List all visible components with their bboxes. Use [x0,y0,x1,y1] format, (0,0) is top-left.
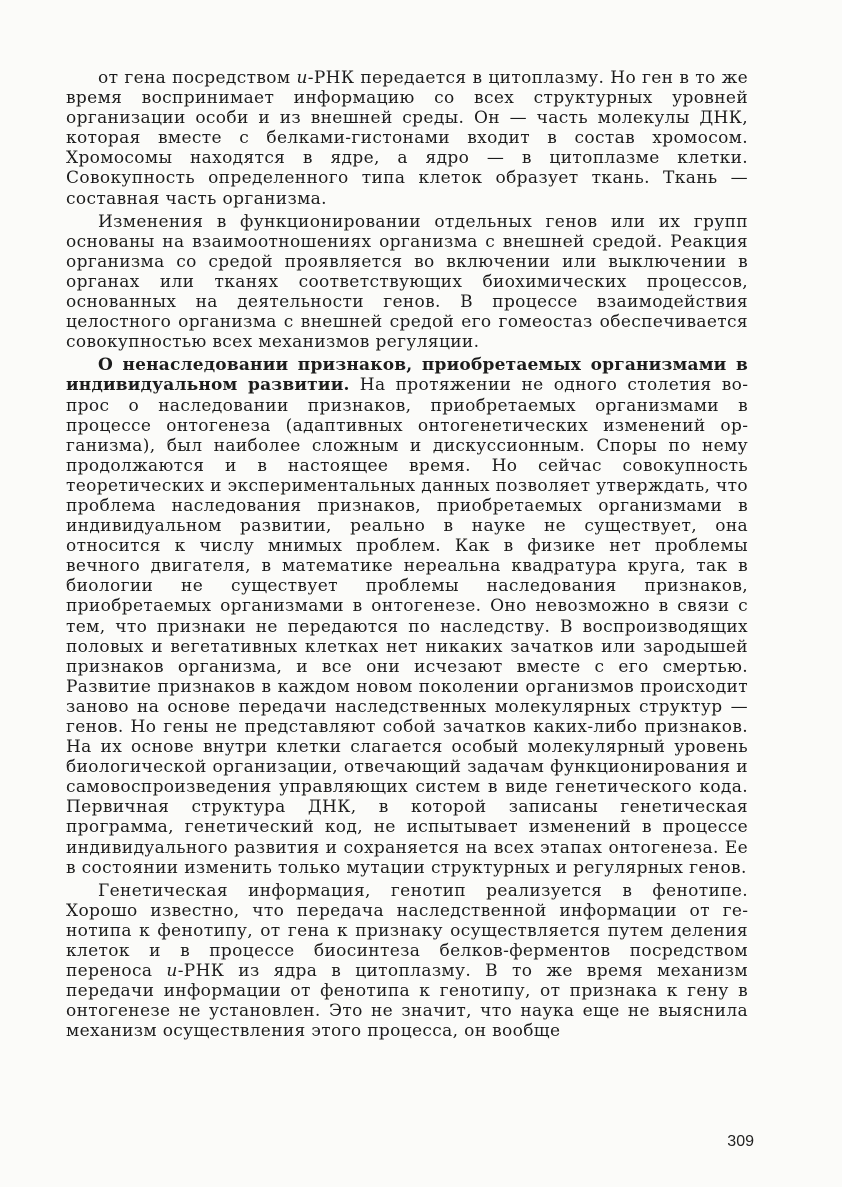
paragraph-3 [66,355,748,877]
body-text [66,68,748,1042]
paragraph-4-text-b: -РНК из ядра в цитоплазму. В то же время механизм передачи информации от фенотипа к генотипу, от признака к гену в онтогенезе не установлен. Это не значит, что наука еще не выяснила механизм осуществления этого процесса, он вообще [66,961,748,1042]
paragraph-4-text-a: Генетическая информация, генотип реализуется в фенотипе. Хорошо известно, что передача наследственной информации от генотипа к фенотипу, от гена к признаку осуществляется путем деления клеток и в процессе биосинтеза белков-ферментов посредством переноса [66,880,748,982]
paragraph-1-text-a: от гена посредством [98,68,297,88]
paragraph-2-text: Изменения в функционировании отдельных генов или их групп основаны на взаимоотношениях организма с внешней средой. Реакция организма со средой проявляется во включении или выключении в органах или тканях соответствующих биохимических процессов, основанных на деятельности генов. В процессе взаимодействия целостного организма с внешней средой его гомеостаз обеспечивается совокупностью всех механизмов регуляции. [66,211,748,353]
page-number: 309 [727,1133,754,1150]
paragraph-1-text-b: -РНК передается в цитоплазму. Но ген в то же время воспринимает информацию со всех структурных уровней организации особи и из внешней среды. Он — часть молекулы ДНК, которая вместе с белками-гистонами входит в состав хромосом. Хромосомы находятся в ядре, а ядро — в цитоплазме клетки. Совокупность определенного типа клеток образует ткань. Ткань — составная часть организма. [66,68,748,209]
paragraph-4 [66,881,748,1042]
paragraph-2 [66,212,748,353]
paragraph-1 [66,68,748,209]
section-heading: О ненаследовании признаков, приобретаемых организмами в индивидуальном развитии. [66,355,748,396]
paragraph-4-italic-u: и [166,961,178,982]
paragraph-3-text: На протяжении не одного столетия вопрос о наследовании признаков, приобретаемых организмами в процессе онтогенеза (адаптивных онтогенетических изменений организма), был наиболее сложным и дискуссионным. Споры по нему продолжаются и в настоящее время. Но сейчас совокупность теоретических и экспериментальных данных позволяет утверждать, что проблема наследования признаков, приобретаемых организмами в индивидуальном развитии, реально в науке не существует, она относится к числу мнимых проблем. Как в физике нет проблемы вечного двигателя, в математике нереальна квадратура круга, так в биологии не существует проблемы наследования признаков, приобретаемых организмами в онтогенезе. Оно невозможно в связи с тем, что признаки не передаются по наследству. В воспроизводящих половых и вегетативных клетках нет никаких зачатков или зародышей признаков организма, и все они исчезают вместе с его смертью. Развитие признаков в каждом новом поколении организмов происходит заново на основе передачи наследственных молекулярных структур — генов. Но гены не представляют собой зачатков каких-либо признаков. На их основе внутри клетки слагается особый молекулярный уровень биологической организации, отвечающий задачам функционирования и самовоспроизведения управляющих систем в виде генетического кода. Первичная структура ДНК, в которой записаны генетическая программа, генетический код, не испытывает изменений в процессе индивидуального развития и сохраняется на всех этапах онтогенеза. Ее в состоянии изменить только мутации структурных и регулярных генов. [66,375,748,878]
paragraph-1-italic-u: и [296,68,308,88]
